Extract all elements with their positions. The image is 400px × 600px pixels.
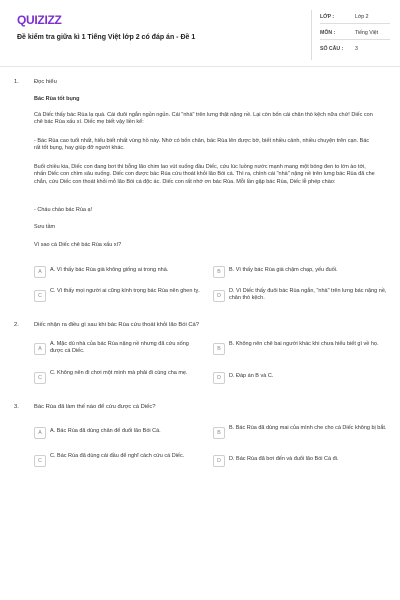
meta-subject-value: Tiếng Việt bbox=[355, 30, 379, 36]
story-paragraph-2: - Bác Rùa cao tuổi nhất, hiểu biết nhất vùng hồ này. Nhờ có bốn chân, bác Rùa lên được bờ, biết nhiều cảnh, nhiều chuyện trên cạn. Bác rất tốt bụng, hay giúp đỡ người khác. bbox=[34, 138, 370, 152]
option-letter-c: C bbox=[34, 372, 46, 384]
story-title: Bác Rùa tốt bụng bbox=[34, 96, 80, 102]
option-letter-a: A bbox=[34, 343, 46, 355]
story-paragraph-4: - Cháu chào bác Rùa ạ! bbox=[34, 207, 93, 213]
question-2-text: Diếc nhận ra điều gì sau khi bác Rùa cứu thoát khỏi lão Bói Cá? bbox=[34, 322, 200, 328]
q2-option-d[interactable] bbox=[213, 369, 388, 391]
q2-option-b[interactable] bbox=[213, 340, 388, 362]
meta-grade-label: LỚP : bbox=[320, 14, 335, 20]
story-paragraph-3: Buổi chiều kia, Diếc con đang bơi thì bỗng lão chim lao vút xuống đầu Diếc, cứu lúc luồng nước mạnh mang một bóng đen to lớn ào tới, nhấn Diếc con chìm sâu xuống. Diếc con được bác Rùa cứu thoát khỏi lão Bói cá. Thì ra, chính cái "nhà" nặng nề trên lưng bác Rùa đã che chắn, cứu Diếc con thoát khỏi mỏ lão Bói cá độc ác. Diếc con rất nhớ ơn bác Rùa. Mỗi lần gặp bác Rùa, Diếc lễ phép chào: bbox=[34, 164, 375, 185]
question-1-number: 1. bbox=[14, 79, 19, 85]
question-3-text: Bác Rùa đã làm thế nào để cứu được cá Diếc? bbox=[34, 404, 156, 410]
meta-rule bbox=[320, 23, 390, 24]
option-letter-a: A bbox=[34, 427, 46, 439]
option-letter-b: B bbox=[213, 343, 225, 355]
option-text: B. Vì thấy bác Rùa già chậm chạp, yếu đuối. bbox=[229, 267, 338, 273]
option-text: B. Không nên chê bai người khác khi chưa hiểu biết gì về họ. bbox=[229, 341, 379, 347]
option-text: C. Vì thấy mọi người ai cũng kính trọng bác Rùa nên ghen tỵ. bbox=[50, 288, 200, 294]
q2-option-c[interactable] bbox=[34, 369, 209, 391]
quizizz-logo[interactable]: QUIZIZZ bbox=[17, 13, 62, 27]
story-paragraph-1: Cá Diếc thấy bác Rùa lạ quá. Cái đuôi ngắn ngủn ngủn. Cái "nhà" trên lưng thật nặng nề. Lại còn bốn cái chân thò kệch nữa chứ! Diếc con chê bác Rùa xấu xí. Diếc mẹ biết vậy liền kể: bbox=[34, 112, 373, 126]
document-title: Đề kiểm tra giữa kì 1 Tiếng Việt lớp 2 có đáp án - Đề 1 bbox=[17, 34, 196, 41]
story-source: Sưu tầm bbox=[34, 224, 56, 230]
q3-option-c[interactable] bbox=[34, 452, 209, 474]
option-letter-c: C bbox=[34, 455, 46, 467]
option-letter-d: D bbox=[213, 290, 225, 302]
meta-rule bbox=[320, 39, 390, 40]
q3-option-b[interactable] bbox=[213, 424, 388, 446]
q3-option-a[interactable] bbox=[34, 424, 209, 446]
option-text: D. Vì Diếc thấy đuôi bác Rùa ngắn, "nhà" trên lưng bác nặng nề, chân thò kệch. bbox=[229, 288, 387, 302]
option-text: A. Bác Rùa đã dùng chân để đuổi lão Bói Cá. bbox=[50, 428, 161, 434]
option-letter-b: B bbox=[213, 427, 225, 439]
meta-count-label: SỐ CÂU : bbox=[320, 46, 344, 52]
question-3-number: 3. bbox=[14, 404, 19, 410]
question-1-text: Vì sao cá Diếc chê bác Rùa xấu xí? bbox=[34, 242, 122, 248]
option-text: A. Mặc dù nhà của bác Rùa nặng nề nhưng đã cứu sống được cá Diếc. bbox=[50, 341, 189, 355]
worksheet-header bbox=[0, 0, 400, 78]
option-letter-d: D bbox=[213, 372, 225, 384]
option-text: C. Bác Rùa đã dùng cái đầu để nghĩ cách cứu cá Diếc. bbox=[50, 453, 185, 459]
option-letter-c: C bbox=[34, 290, 46, 302]
header-divider bbox=[311, 10, 312, 60]
header-divider-line bbox=[0, 66, 400, 67]
option-letter-d: D bbox=[213, 455, 225, 467]
option-text: C. Không nên đi chơi một mình mà phải đi cùng cha mẹ. bbox=[50, 370, 188, 376]
option-letter-b: B bbox=[213, 266, 225, 278]
option-text: B. Bác Rùa đã dùng mai của mình che cho cá Diếc không bị bắt. bbox=[229, 425, 387, 431]
meta-count-value: 3 bbox=[355, 46, 358, 52]
question-1-heading: Đọc hiểu bbox=[34, 79, 57, 85]
q1-option-b[interactable] bbox=[213, 263, 388, 285]
q1-option-c[interactable] bbox=[34, 287, 209, 309]
option-text: D. Bác Rùa đã bơi đến và đuổi lão Bói Cá đi. bbox=[229, 456, 339, 462]
q2-option-a[interactable] bbox=[34, 340, 209, 362]
q3-option-d[interactable] bbox=[213, 452, 388, 474]
q1-option-d[interactable] bbox=[213, 287, 388, 309]
option-text: D. Đáp án B và C. bbox=[229, 373, 274, 379]
option-letter-a: A bbox=[34, 266, 46, 278]
option-text: A. Vì thấy bác Rùa già không giống ai trong nhà. bbox=[50, 267, 169, 273]
meta-subject-label: MÔN : bbox=[320, 30, 336, 36]
question-2-number: 2. bbox=[14, 322, 19, 328]
meta-grade-value: Lớp 2 bbox=[355, 14, 369, 20]
q1-option-a[interactable] bbox=[34, 263, 209, 285]
